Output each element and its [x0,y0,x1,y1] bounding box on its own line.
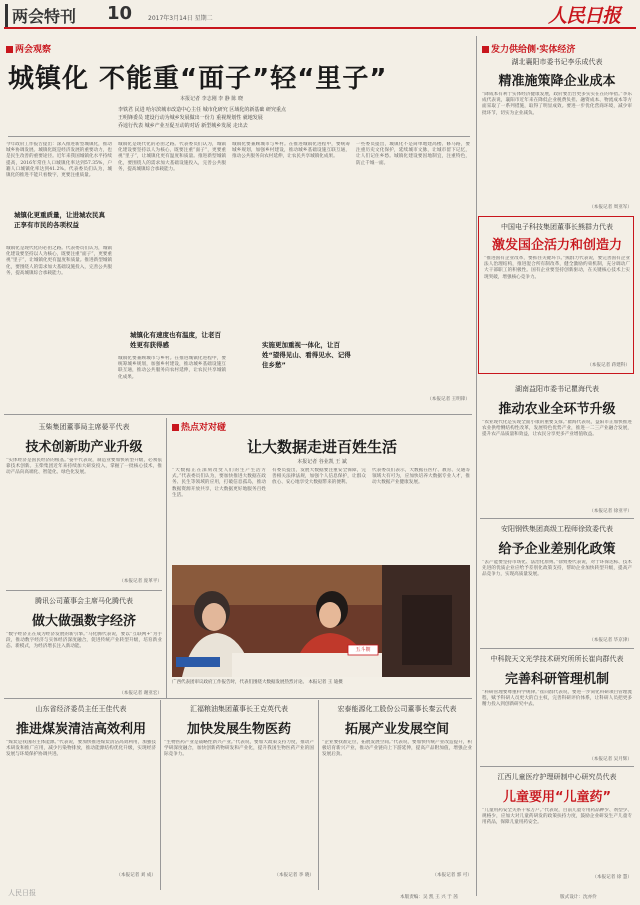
right-mid-kicker: 湖南益阳市委书记瞿海代表 [515,385,599,393]
right-column-divider [476,36,477,896]
feature-photo [172,565,470,677]
lead-column-2: 城镇化是现代化的必由之路。代表委员们认为，城镇化建设要坚持以人为核心，既要注重“面子”，更要重视“里子”，让城镇化更有温度和质量。推进新型城镇化，要围绕人的需求加大基础设施投入，完善公共服务，提高城镇综合承载能力。 [118,142,226,172]
right-3-credit: （本报记者 毕京津） [589,638,632,643]
right-mid-headline: 推动农业全环节升级 [498,402,616,417]
boxed-credit: （本报记者 蒋建科） [587,363,630,368]
right-top-credit: （本报记者 周亚军） [589,205,632,210]
watermark: 人民日报 [8,889,36,897]
right-5-credit: （本报记者 徐 慧） [592,875,632,880]
lead-byline: 本报记者 李志刚 李 静 陈 晓 [180,96,243,102]
right-4-kicker: 中科院天文光学技术研究所所长崔向群代表 [490,655,624,663]
left-2-kicker: 腾讯公司董事会主席马化腾代表 [35,597,133,605]
left-1-credit: （本报记者 庞革平） [119,579,162,584]
feature-column-3: 代表委员们表示，大数据在医疗、教育、交通等领域大有可为，应加快培养大数据专业人才，推动大数据产业健康发展。 [372,468,470,486]
lead-expert-list [118,106,468,130]
left-1-body: “实体经济是国民经济的根基。”晏平代表说，制造业要加快转型升级，必须依靠技术创新。玉柴集团近年来持续加大研发投入，掌握了一批核心技术，推动产品向高端化、智能化、绿色化发展。 [6,458,162,476]
expert-line: 乔逵行代表 城乡产业互促互动的对话 新型城乡发展 走出去 [118,123,248,129]
expert-divider [8,136,470,137]
expert-line: 李铁君 民进 哈尔滨城市改造中心主任 城市化研究 区域化的新基础 研究重点 [118,107,286,113]
lead-column-1b: 城镇化是现代化的必由之路。代表委员们认为，城镇化建设要坚持以人为核心，既要注重“面子”，更要重视“里子”，让城镇化更有温度和质量。推进新型城镇化，要围绕人的需求加大基础设施投入，完善公共服务，提高城镇综合承载能力。 [6,246,112,276]
vertical-divider [318,700,319,890]
left-1-kicker: 玉柴集团董事局主席晏平代表 [38,423,130,431]
lead-subhead-1: 城镇化更重质量，让进城农民真正享有市民的各项权益 [14,211,105,229]
lead-column-4: 一些委员提出，城镇化不是简单地建高楼、修马路，要注重历史文化保护，延续城市文脉，让城市留下记忆，让人们记住乡愁。城镇化建设要因地制宜，注重特色，防止千城一面。 [356,142,470,166]
lead-credit: （本报记者 王明锋） [427,397,470,402]
bottom-3-kicker: 宏泰能源化工股份公司董事长秦云代表 [337,705,457,713]
bottom-3-body: “企业要找准定位，拓展发展空间。”代表说，要加快传统产业改造提升，积极培育新兴产业，推动产业链向上下游延伸，提高产品附加值，增强企业发展后劲。 [322,740,472,758]
newspaper-logo: 人民日报 [548,5,621,27]
lead-column-1: 今年政府工作报告提出：深入推进新型城镇化，推动城乡协调发展。城镇化既是经济发展的重要动力，也是民生改善的重要途径。近年来我国城镇化水平持续提高，2016年常住人口城镇化率达到57.35%，户籍人口城镇化率达到41.2%。代表委员们认为，城镇化的推进不能只看数字，更要注重质量。 [6,142,112,179]
section-marker-icon [6,46,13,53]
lead-column-3: 城镇化要兼顾城市与乡村。在推进城镇化进程中，要统筹城乡规划，加强乡村建设，推动城乡基础设施互联互通，推动公共服务向农村延伸，让农民共享城镇化成果。 [232,142,350,160]
section-marker-icon [172,424,179,431]
feature-column-1: “大数据正在深刻改变人们的生产生活方式。”代表委员们认为，要加快推进大数据在政务、民生等领域的应用，打破信息孤岛，推动数据资源开放共享，让大数据更好地服务百姓生活。 [172,468,266,498]
section-marker-icon [482,46,489,53]
right-top-kicker: 湖北襄阳市委书记李乐成代表 [511,58,603,66]
left-1-headline: 技术创新助产业升级 [25,440,143,455]
band-divider [4,414,472,415]
section-title: 两会特刊 [5,4,76,27]
right-divider [480,518,634,519]
footer-editor: 本版责编：吴 凯 王 兴 于 茜 [400,895,458,900]
left-2-credit: （本报记者 谢亚宏） [119,691,162,696]
right-4-headline: 完善科研管理机制 [504,672,609,687]
bottom-1-body: “煤炭是我国的主体能源。”代表说，要加快推进煤炭清洁高效利用，加强技术研发和推广应用，减少污染物排放，推动能源结构优化升级，实现经济发展与环境保护协调共进。 [6,740,156,758]
lead-column-2b: 城镇化要兼顾城市与乡村。在推进城镇化进程中，要统筹城乡规划，加强乡村建设，推动城乡基础设施互联互通，推动公共服务向农村延伸，让农民共享城镇化成果。 [118,356,226,380]
issue-date: 2017年3月14日 星期二 [148,15,213,22]
right-top-body: “降成本有利于实体经济健康发展，政府要出台更多实实在在的举措。”李乐成代表说，襄阳市近年来在降低企业税费负担、融资成本、物流成本等方面采取了一系列措施，取得了明显成效。要进一步优化营商环境，减少审批环节，切实为企业减负。 [482,92,632,116]
vertical-divider [166,418,167,698]
name-plate: 五斗朝 [355,647,371,653]
section-label-supply: 发力供给侧·实体经济 [482,42,575,55]
right-divider [480,766,634,767]
header-rule [4,27,636,29]
vertical-divider [160,700,161,890]
footer-designer: 版式设计：沈亦伶 [560,895,597,900]
right-mid-credit: （本报记者 徐亚平） [589,509,632,514]
bottom-1-kicker: 山东省经济委员主任王佳代表 [35,705,127,713]
bottom-2-kicker: 汇福粮油集团董事长王克英代表 [190,705,288,713]
bottom-3-credit: （本报记者 郭 可） [432,873,472,878]
right-top-headline: 精准施策降企业成本 [498,74,616,89]
right-3-body: “去产能要坚持市场化、法治化原则。”徐致委代表说，对于环保达标、技术先进的优质企业应给予差别化政策支持，帮助企业加快转型升级，提高产品竞争力，实现高质量发展。 [482,560,632,578]
photo-caption: 广西代表团审议政府工作报告时，代表们围绕大数据发展热烈讨论。 本报记者 王 迪摄 [172,680,343,685]
right-3-headline: 给予企业差别化政策 [498,542,616,557]
lead-headline: 城镇化 不能重“面子”轻“里子” [8,64,388,94]
bottom-2-body: “生物医药产业是战略性新兴产业。”代表说，要加大政策支持力度，推动产学研深度融合，加快创新药物研发和产业化，提升我国生物医药产业的国际竞争力。 [164,740,314,758]
bottom-2-headline: 加快发展生物医药 [186,722,291,737]
feature-byline: 本报记者 谷业凯 王 斌 [297,459,347,465]
bottom-2-credit: （本报记者 李 晓） [274,873,314,878]
boxed-headline: 激发国企活力和创造力 [491,238,622,253]
boxed-body: “推进国有企业改革，要抓住关键环节。”熊群力代表说，要完善国有企业法人治理结构，推进混合所有制改革，健全激励约束机制，充分调动广大干部职工的积极性。国有企业要坚持创新驱动，在关键核心技术上实现突破，增强核心竞争力。 [484,256,630,280]
band-divider [4,698,472,699]
feature-headline: 让大数据走进百姓生活 [246,438,397,456]
left-2-body: “数字经济正在成为经济发展的新引擎。”马化腾代表说，要以“互联网+”为手段，推动数字经济与实体经济深度融合，促进传统产业转型升级，培育新业态、新模式，为经济增长注入新动能。 [6,632,162,650]
lead-subhead-4: 实施更加重视一体化，让百姓“望得见山、看得见水、记得住乡愁” [262,341,351,369]
boxed-kicker: 中国电子科技集团董事长熊群力代表 [501,223,613,231]
right-3-kicker: 安阳钢铁集团高级工程师徐致委代表 [501,525,613,533]
right-5-body: “儿童用药安全关系千家万户。”代表说，目前儿童专用药品种少、剂型少、规格少，应加大对儿童药研发的政策扶持力度，鼓励企业研发生产儿童专用药品，保障儿童用药安全。 [482,808,632,826]
bottom-1-credit: （本报记者 刘 成） [116,873,156,878]
delegates-photo [172,565,470,677]
bottom-3-headline: 拓展产业发展空间 [344,722,449,737]
left-2-headline: 做大做强数字经济 [31,614,136,629]
section-label-feature: 热点对对碰 [172,420,226,433]
bottom-1-headline: 推进煤炭清洁高效利用 [15,722,146,737]
right-5-kicker: 江西儿童医疗护理研制中心研究员代表 [497,773,617,781]
right-divider [480,648,634,649]
page-number: 10 [107,3,133,24]
section-label-lead: 两会观察 [6,42,51,55]
left-divider [6,590,162,591]
lead-subhead-2: 城镇化有速度也有温度，让老百姓更有获得感 [130,331,221,349]
feature-column-2: 有委员提出，发展大数据要注重安全保障，完善相关法律法规，加强个人信息保护，让群众放心、安心地享受大数据带来的便利。 [272,468,366,486]
masthead [0,0,640,28]
right-4-credit: （本报记者 吴月辉） [589,757,632,762]
right-4-body: “科研管理要尊重科学规律。”崔向群代表说，要进一步简化科研项目管理流程，赋予科研人员更大的自主权，完善科研评价体系，让科研人员把更多精力投入到创新研究中去。 [482,690,632,708]
right-mid-body: “农业现代化是实现全面小康的重要支撑。”瞿海代表说，益阳市正加快推进农业供给侧结构性改革，发展特色优势产业，推进一二三产业融合发展，提升农产品质量和效益，让农民分享更多产业增值收益。 [482,420,632,438]
expert-line: 王明锋委员 建设行动为城乡发展做出一份力 重视规划性 就地发展 [118,115,263,121]
right-5-headline: 儿童要用“儿童药” [502,790,612,805]
